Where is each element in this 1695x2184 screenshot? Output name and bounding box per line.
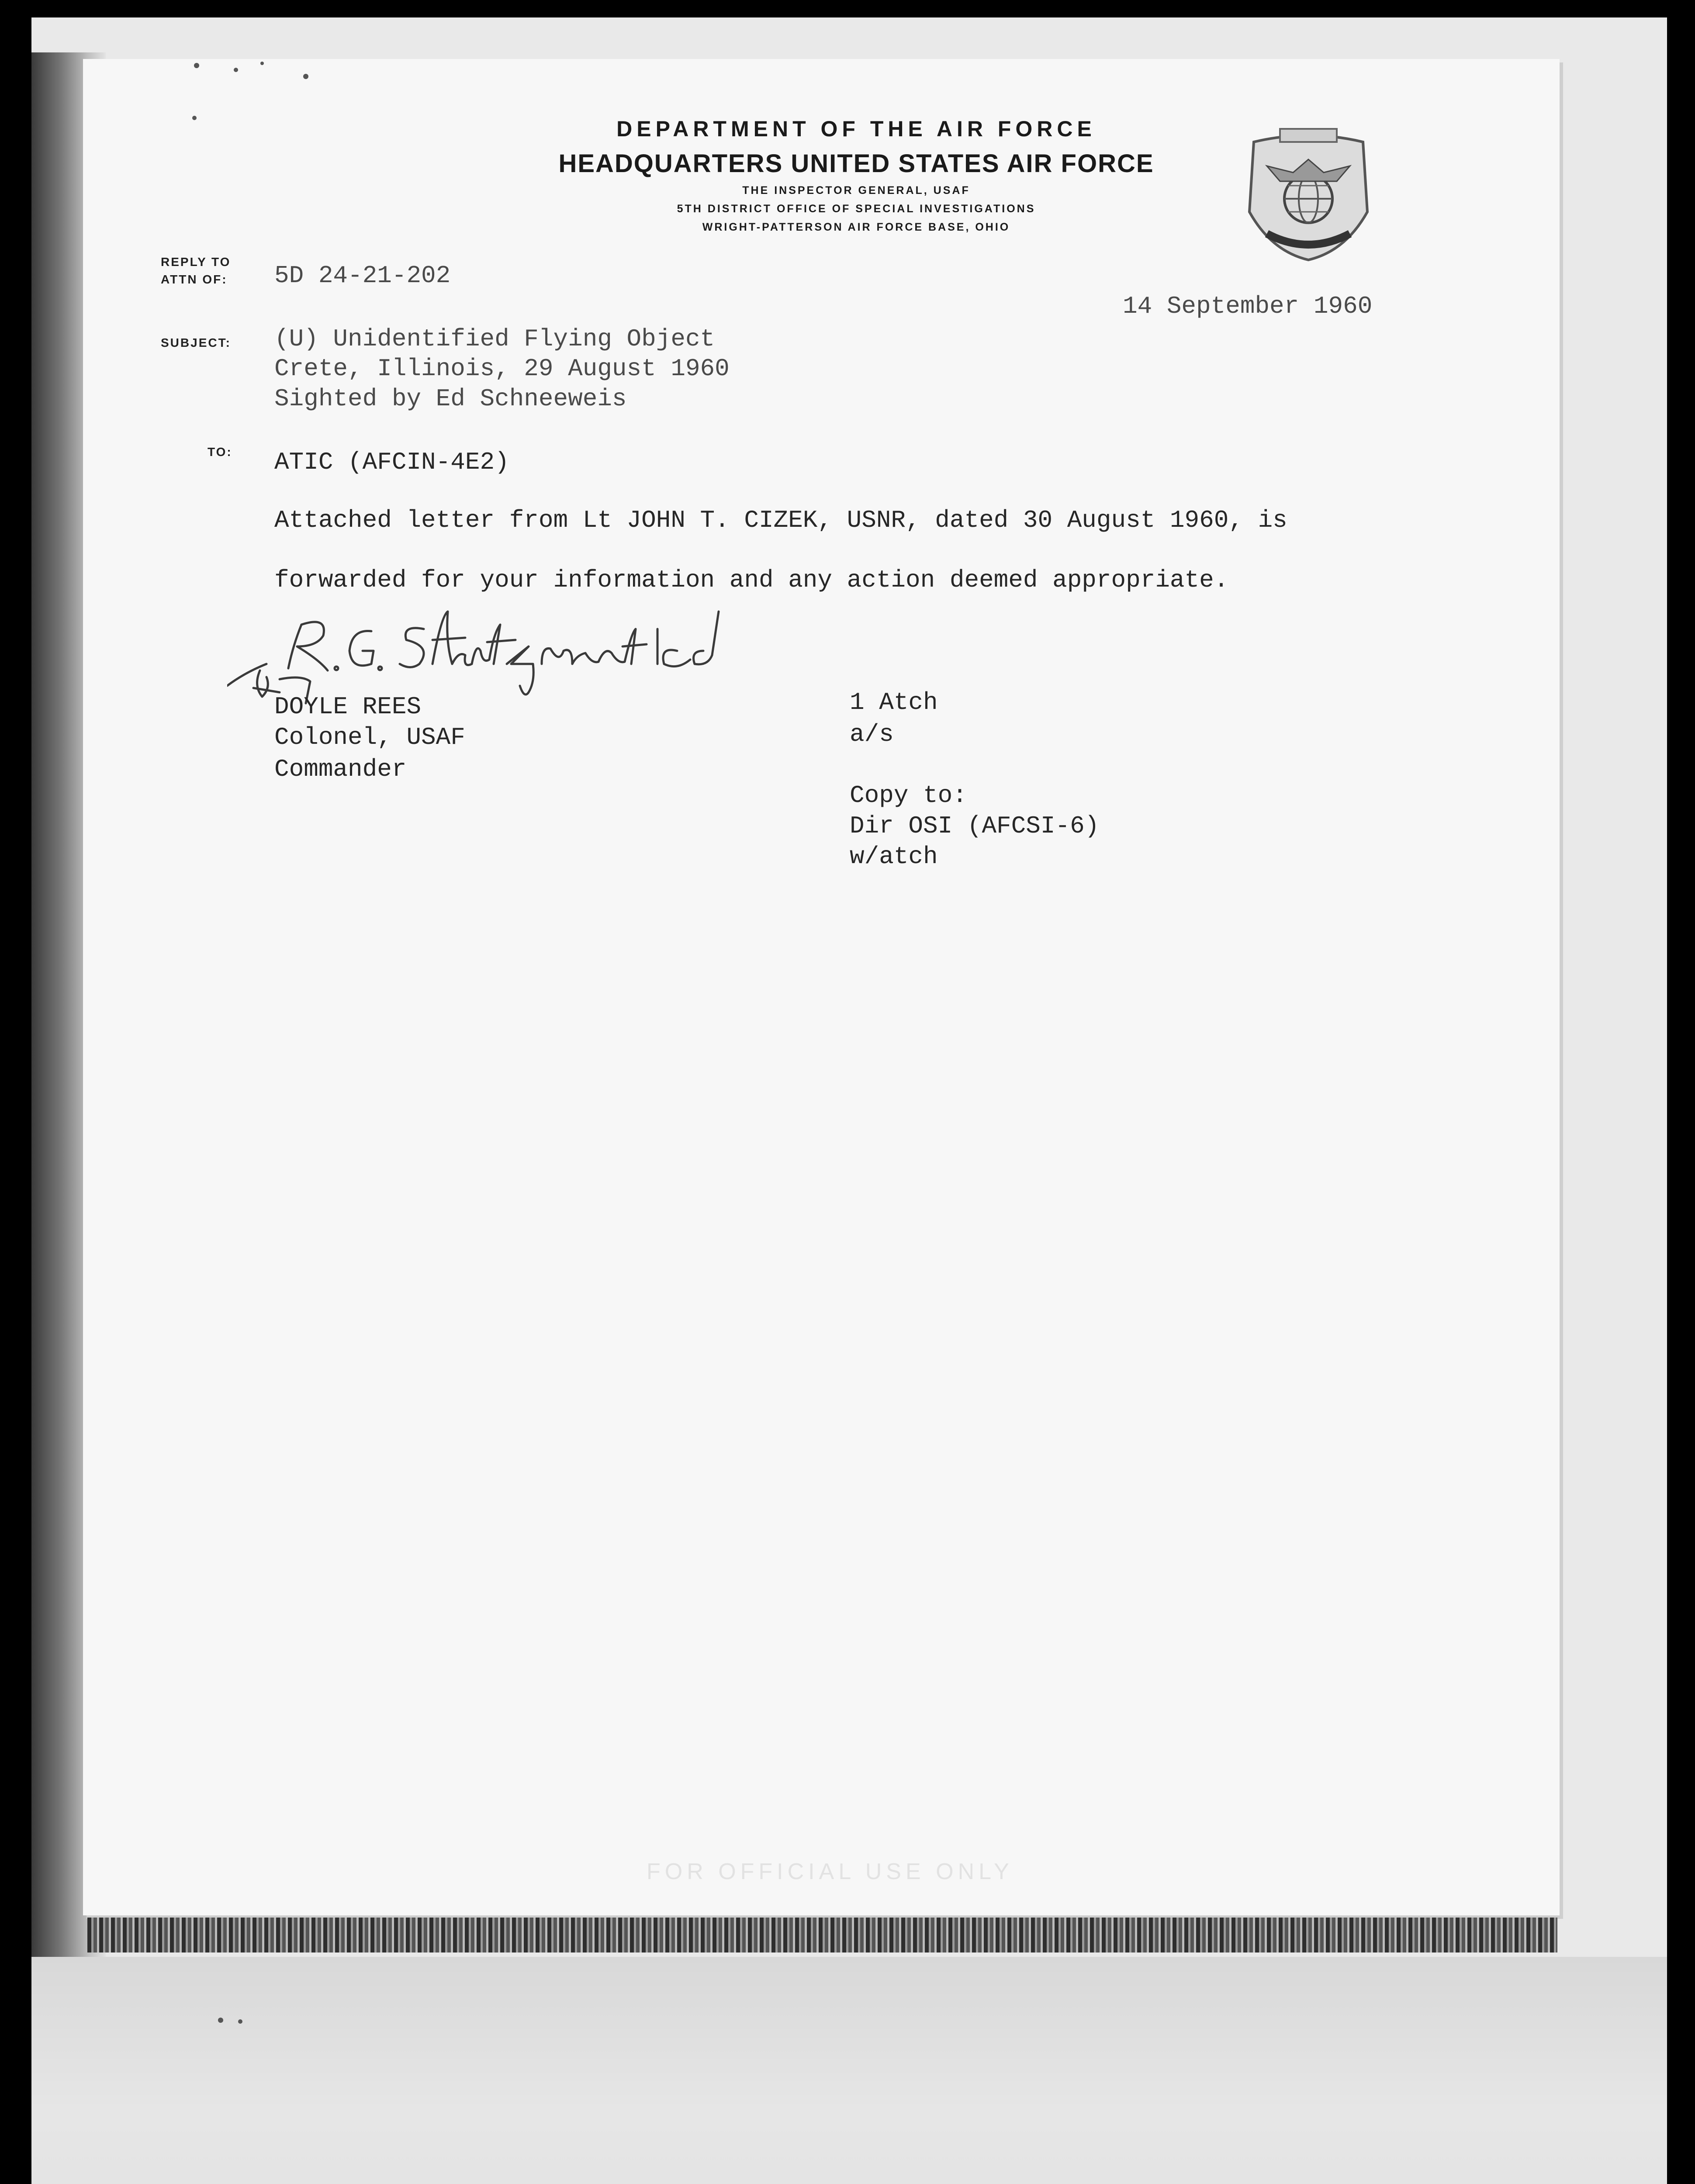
to-label: TO: [208, 445, 232, 459]
subject-label: SUBJECT: [161, 336, 231, 349]
attn-of-label: ATTN OF: [161, 273, 228, 286]
signer-rank: Colonel, USAF [274, 723, 465, 751]
department-title: DEPARTMENT OF THE AIR FORCE [616, 117, 1096, 141]
subject-line-3: Sighted by Ed Schneeweis [274, 385, 627, 413]
to-recipient: ATIC (AFCIN-4E2) [274, 448, 509, 476]
signer-name: DOYLE REES [274, 693, 422, 721]
reply-reference: 5D 24-21-202 [274, 262, 451, 290]
reply-to-label: REPLY TO [161, 255, 231, 269]
classification-marking: FOR OFFICIAL USE ONLY [647, 1859, 1014, 1884]
body-line-1: Attached letter from Lt JOHN T. CIZEK, USNR, dated 30 August 1960, is [274, 506, 1287, 534]
office-line-3: WRIGHT-PATTERSON AIR FORCE BASE, OHIO [702, 221, 1010, 233]
copy-to-recipient: Dir OSI (AFCSI-6) [850, 812, 1100, 840]
copy-to-label: Copy to: [850, 781, 967, 809]
office-line-2: 5TH DISTRICT OFFICE OF SPECIAL INVESTIGATIONS [677, 203, 1036, 215]
subject-line-2: Crete, Illinois, 29 August 1960 [274, 355, 730, 383]
attachment-note: a/s [850, 720, 894, 748]
office-line-1: THE INSPECTOR GENERAL, USAF [742, 184, 970, 197]
signer-title: Commander [274, 755, 407, 783]
subject-line-1: (U) Unidentified Flying Object [274, 325, 715, 353]
attachment-count: 1 Atch [850, 688, 938, 716]
headquarters-title: HEADQUARTERS UNITED STATES AIR FORCE [558, 149, 1154, 178]
body-line-2: forwarded for your information and any action deemed appropriate. [274, 566, 1229, 594]
letter-date: 14 September 1960 [1123, 292, 1373, 320]
copy-to-note: w/atch [850, 843, 938, 871]
